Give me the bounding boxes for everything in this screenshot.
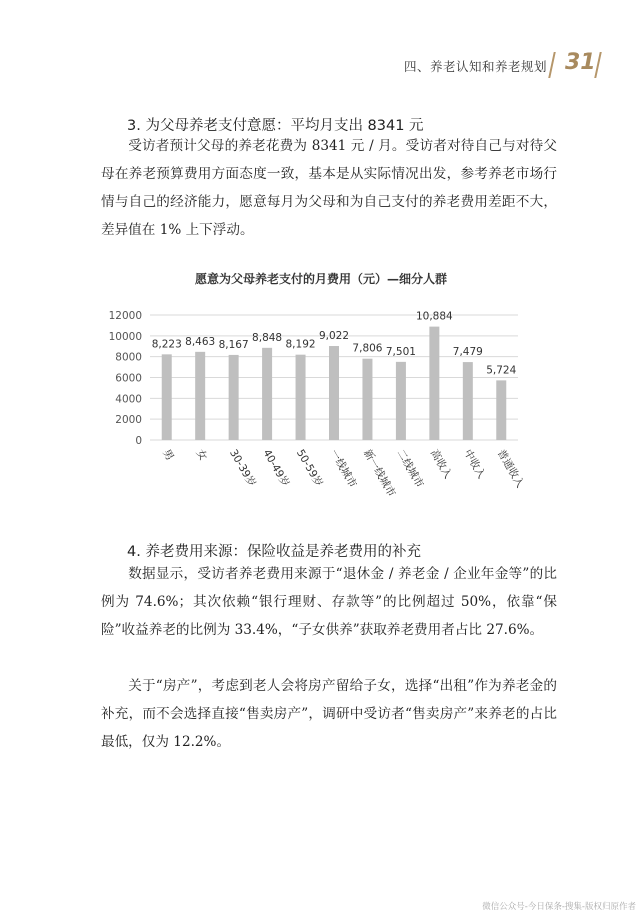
section4-paragraph-2: 关于“房产”，考虑到老人会将房产留给子女，选择“出租”作为养老金的补充，而不会选择直接“售卖房产”，调研中受访者“售卖房产”来养老的占比最低，仅为 12.2%。 <box>101 678 557 750</box>
x-tick-label: 30-39岁 <box>227 447 258 490</box>
x-tick-label: 高收入 <box>427 447 454 481</box>
section4-paragraph-1: 数据显示，受访者养老费用来源于“退休金 / 养老金 / 企业年金等”的比例为 74.6%；其次依赖“银行理财、存款等”的比例超过 50%，依靠“保险”收益养老的比例为 33.4%，“子女供养”获取养老费用者占比 27.6%。 <box>101 566 557 638</box>
y-tick-label: 2000 <box>115 414 142 427</box>
section3-heading: 3. 为父母养老支付意愿：平均月支出 8341 元 <box>127 118 424 134</box>
bar <box>296 355 306 440</box>
section4-heading: 4. 养老费用来源：保险收益是养老费用的补充 <box>127 544 421 560</box>
x-tick-label: 40-49岁 <box>260 447 292 490</box>
x-tick-label: 女 <box>193 447 210 463</box>
page-header <box>0 48 642 82</box>
x-tick-label: 普通收入 <box>494 447 527 490</box>
bar-value-label: 8,192 <box>285 338 316 351</box>
bar-value-label: 8,167 <box>218 338 249 351</box>
x-tick-label: 二线城市 <box>394 447 426 490</box>
bar <box>329 346 339 440</box>
bar-value-label: 8,463 <box>185 335 216 348</box>
y-tick-label: 4000 <box>115 393 142 406</box>
bar-value-label: 7,806 <box>352 342 383 355</box>
bar-value-label: 9,022 <box>318 330 350 343</box>
chart-title: 愿意为父母养老支付的月费用（元）—细分人群 <box>194 272 447 286</box>
x-tick-label: 50-59岁 <box>293 447 325 490</box>
bar <box>262 348 272 440</box>
y-tick-label: 0 <box>135 435 142 447</box>
footer-watermark: 微信公众号-今日保条-搜集-版权归原作者 <box>482 902 636 912</box>
header-divider-left <box>548 52 555 78</box>
y-tick-label: 6000 <box>115 372 142 385</box>
x-tick-label: 新一线城市 <box>360 447 398 499</box>
x-tick-label: 一线城市 <box>327 447 359 490</box>
header-section-title: 四、养老认知和养老规划 <box>403 59 547 74</box>
bar <box>463 362 473 440</box>
y-tick-label: 10000 <box>108 330 142 343</box>
bar-value-label: 8,223 <box>151 338 182 351</box>
x-tick-label: 男 <box>160 447 176 463</box>
bar <box>496 380 506 440</box>
bar <box>429 327 439 440</box>
bar <box>362 359 372 440</box>
bar-value-label: 7,501 <box>385 345 416 358</box>
bar-value-label: 10,884 <box>415 310 453 323</box>
bar-value-label: 5,724 <box>486 364 517 377</box>
y-tick-label: 12000 <box>108 310 142 322</box>
x-tick-label: 中收入 <box>461 447 488 481</box>
bar <box>195 352 205 440</box>
page-number: 31 <box>565 50 596 75</box>
bar-value-label: 7,479 <box>452 346 483 359</box>
bar <box>162 354 172 440</box>
y-tick-label: 8000 <box>115 351 142 364</box>
section3-paragraph: 受访者预计父母的养老花费为 8341 元 / 月。受访者对待自己与对待父母在养老预算费用方面态度一致，基本是从实际情况出发，参考养老市场行情与自己的经济能力，愿意每月为父母和为自己支付的养老费用差距不大，差异值在 1% 上下浮动。 <box>101 138 557 238</box>
bar <box>396 362 406 440</box>
bar-chart <box>0 290 642 530</box>
bar <box>229 355 239 440</box>
bar-value-label: 8,848 <box>252 331 283 344</box>
